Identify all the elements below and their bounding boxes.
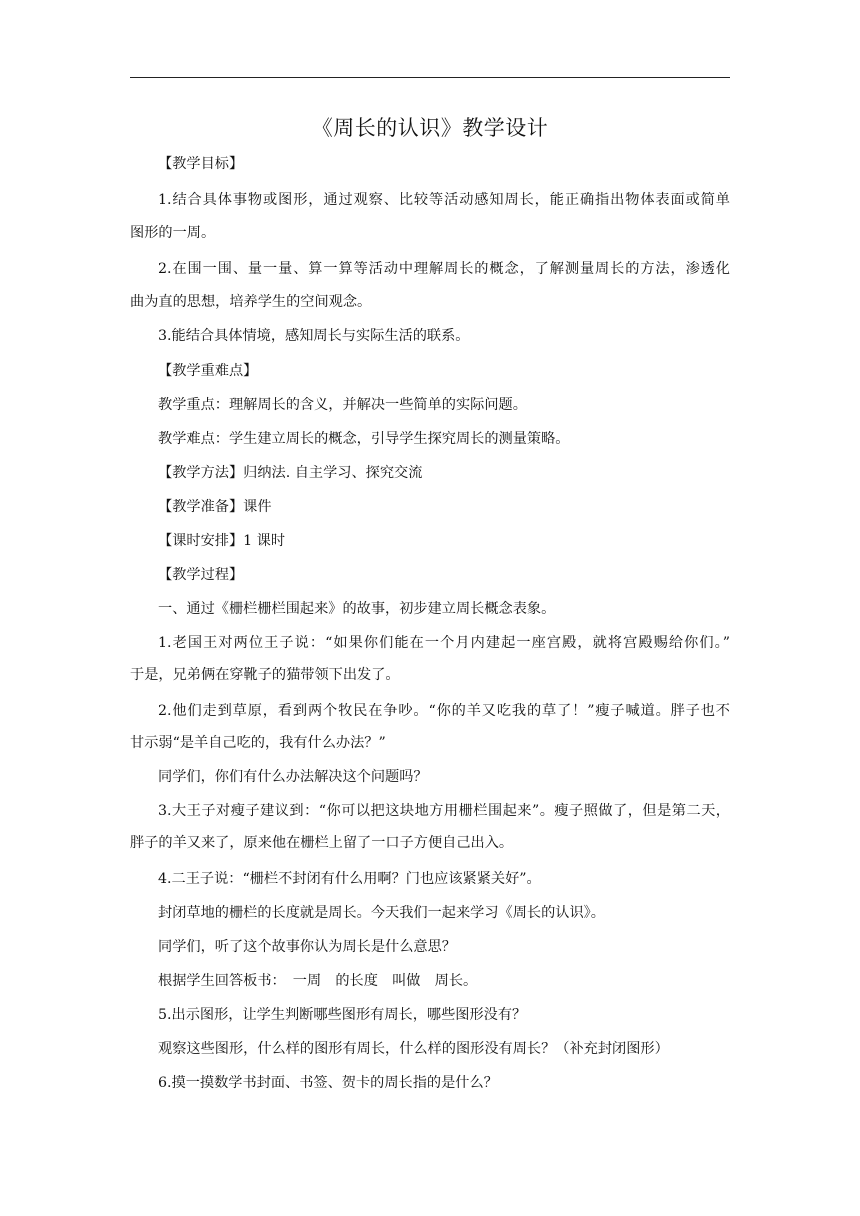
paragraph-line: 6.摸一摸数学书封面、书签、贺卡的周长指的是什么？ (158, 1075, 498, 1091)
document-title: 《周长的认识》教学设计 (311, 116, 549, 140)
paragraph-line: 同学们，听了这个故事你认为周长是什么意思？ (158, 939, 456, 955)
section-heading-schedule: 【课时安排】1 课时 (158, 533, 286, 549)
paragraph-line: 一、通过《栅栏栅栏围起来》的故事，初步建立周长概念表象。 (158, 601, 556, 617)
section-heading-methods: 【教学方法】归纳法. 自主学习、探究交流 (158, 465, 423, 481)
section-heading-key-points: 【教学重难点】 (158, 363, 258, 379)
section-heading-process: 【教学过程】 (158, 567, 244, 583)
paragraph-line: 3.大王子对瘦子建议到：“你可以把这块地方用栅栏围起来”。瘦子照做了，但是第二天， (158, 803, 730, 819)
paragraph-line: 根据学生回答板书： 一周 的长度 叫做 周长。 (158, 973, 478, 989)
paragraph-line: 2.他们走到草原，看到两个牧民在争吵。“你的羊又吃我的草了！”瘦子喊道。胖子也不 (158, 703, 730, 719)
paragraph-line: 教学难点：学生建立周长的概念，引导学生探究周长的测量策略。 (158, 431, 570, 447)
header-rule (130, 77, 730, 78)
paragraph-line: 4.二王子说：“栅栏不封闭有什么用啊？门也应该紧紧关好”。 (158, 871, 541, 887)
paragraph-line: 同学们，你们有什么办法解决这个问题吗？ (158, 769, 428, 785)
paragraph-line: 3.能结合具体情境，感知周长与实际生活的联系。 (158, 328, 470, 344)
paragraph-line: 图形的一周。 (130, 225, 216, 241)
paragraph-line: 曲为直的思想，培养学生的空间观念。 (130, 294, 372, 310)
paragraph-line: 封闭草地的栅栏的长度就是周长。今天我们一起来学习《周长的认识》。 (158, 905, 605, 921)
paragraph-line: 1.结合具体事物或图形，通过观察、比较等活动感知周长，能正确指出物体表面或简单 (158, 192, 730, 208)
section-heading-objectives: 【教学目标】 (158, 156, 244, 172)
paragraph-line: 甘示弱“是羊自己吃的，我有什么办法？” (130, 735, 386, 751)
paragraph-line: 5.出示图形，让学生判断哪些图形有周长，哪些图形没有？ (158, 1007, 527, 1023)
paragraph-line: 1.老国王对两位王子说：“如果你们能在一个月内建起一座宫殿，就将宫殿赐给你们。” (158, 635, 730, 651)
paragraph-line: 教学重点：理解周长的含义，并解决一些简单的实际问题。 (158, 397, 527, 413)
paragraph-line: 于是，兄弟俩在穿靴子的猫带领下出发了。 (130, 667, 400, 683)
paragraph-line: 观察这些图形，什么样的图形有周长，什么样的图形没有周长？（补充封闭图形） (158, 1041, 669, 1057)
section-heading-preparation: 【教学准备】课件 (158, 499, 272, 515)
paragraph-line: 2.在围一围、量一量、算一算等活动中理解周长的概念，了解测量周长的方法，渗透化 (158, 261, 730, 277)
paragraph-line: 胖子的羊又来了，原来他在栅栏上留了一口子方便自己出入。 (130, 835, 514, 851)
